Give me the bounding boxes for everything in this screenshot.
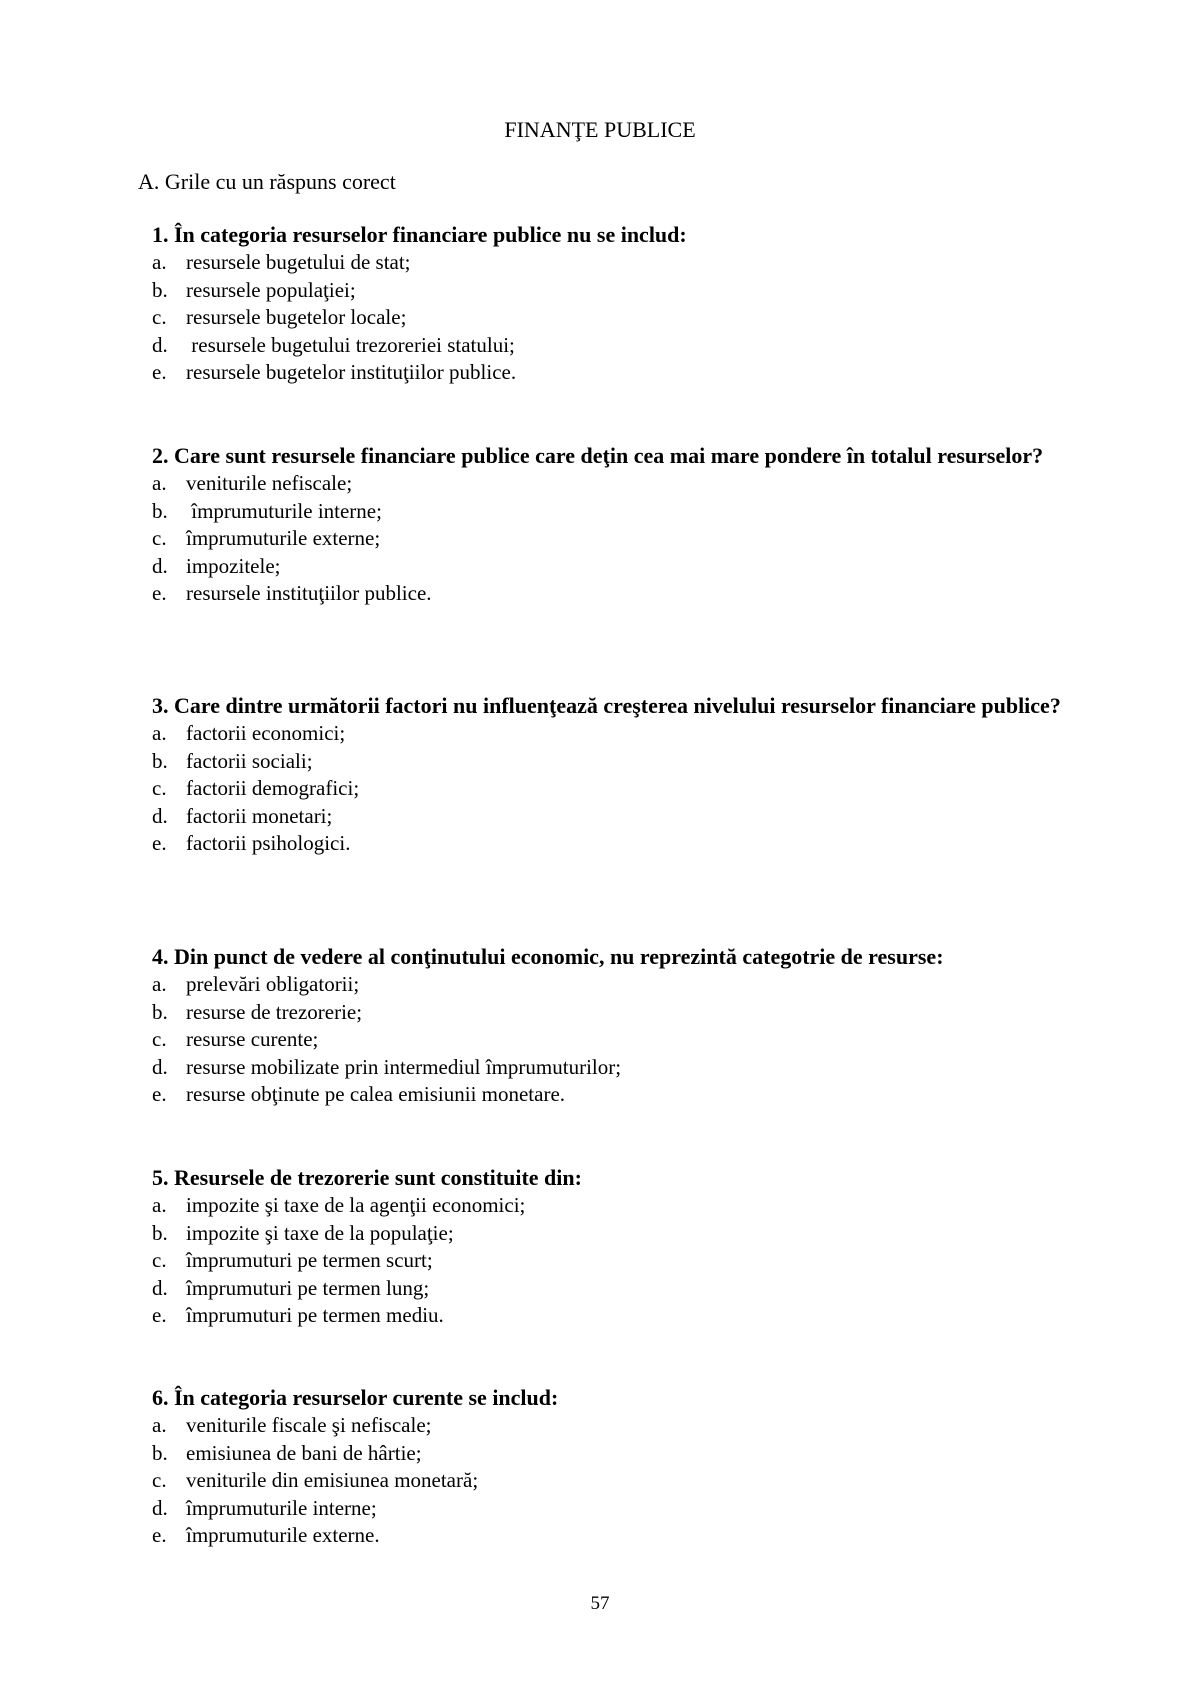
question-text: 6. În categoria resurselor curente se includ: (152, 1385, 559, 1410)
option-text: factorii demografici; (186, 776, 360, 800)
option-letter: e. (152, 1303, 167, 1327)
option-letter: c. (152, 1027, 167, 1051)
option-letter: b. (152, 999, 168, 1024)
question-text: 2. Care sunt resursele financiare publice care deţin cea mai mare pondere în totalul resurselor? (152, 443, 1044, 468)
option-text: resurse obţinute pe calea emisiunii monetare. (186, 1082, 566, 1106)
option-text: împrumuturile externe; (186, 526, 381, 550)
option-a (152, 1412, 1092, 1440)
option-a (152, 971, 1092, 999)
option-letter: d. (152, 1495, 168, 1520)
option-d (152, 803, 1092, 831)
option-text: împrumuturi pe termen mediu. (186, 1303, 444, 1327)
question-3 (152, 692, 1092, 858)
option-letter: a. (152, 1413, 167, 1437)
option-text: împrumuturile interne; (186, 498, 382, 523)
option-letter: d. (152, 553, 168, 578)
option-d (152, 332, 1092, 360)
option-letter: a. (152, 471, 167, 495)
question-6 (152, 1384, 1092, 1550)
option-letter: c. (152, 776, 167, 800)
option-c (152, 1247, 1092, 1275)
options-list (152, 470, 1092, 608)
options-list (152, 1412, 1092, 1550)
option-a (152, 249, 1092, 277)
question-text: 4. Din punct de vedere al conţinutului economic, nu reprezintă categotrie de resurse: (152, 944, 944, 969)
question-text: 3. Care dintre următorii factori nu influenţează creşterea nivelului resurselor financiare publice? (152, 693, 1061, 718)
option-text: impozite şi taxe de la populaţie; (186, 1220, 454, 1245)
question-text: 5. Resursele de trezorerie sunt constituite din: (152, 1165, 582, 1190)
question-2 (152, 442, 1092, 608)
option-letter: d. (152, 1275, 168, 1300)
option-text: veniturile din emisiunea monetară; (186, 1468, 479, 1492)
option-e (152, 1522, 1092, 1550)
option-b (152, 748, 1092, 776)
option-text: resursele bugetelor instituţiilor publice. (186, 360, 517, 384)
option-b (152, 498, 1092, 526)
page-title: FINANŢE PUBLICE (504, 117, 696, 142)
option-text: impozitele; (186, 553, 281, 578)
option-letter: e. (152, 1082, 167, 1106)
option-text: resurse de trezorerie; (186, 999, 363, 1024)
option-text: împrumuturile interne; (186, 1495, 377, 1520)
option-text: împrumuturile externe. (186, 1523, 380, 1547)
option-text: resurse curente; (186, 1027, 319, 1051)
option-b (152, 277, 1092, 305)
option-text: factorii monetari; (186, 803, 333, 828)
option-e (152, 580, 1092, 608)
option-text: emisiunea de bani de hârtie; (186, 1440, 422, 1465)
option-text: resursele bugetului de stat; (186, 250, 411, 274)
option-text: factorii economici; (186, 721, 346, 745)
option-letter: c. (152, 526, 167, 550)
options-list (152, 1192, 1092, 1330)
option-letter: b. (152, 748, 168, 773)
option-d (152, 553, 1092, 581)
option-letter: c. (152, 305, 167, 329)
question-4 (152, 943, 1092, 1109)
option-d (152, 1495, 1092, 1523)
option-letter: c. (152, 1248, 167, 1272)
options-list (152, 971, 1092, 1109)
option-b (152, 1440, 1092, 1468)
option-text: prelevări obligatorii; (186, 972, 360, 996)
option-text: resursele instituţiilor publice. (186, 581, 432, 605)
option-d (152, 1275, 1092, 1303)
option-e (152, 830, 1092, 858)
option-letter: e. (152, 1523, 167, 1547)
option-c (152, 1467, 1092, 1495)
option-letter: d. (152, 803, 168, 828)
page-number: 57 (590, 1593, 610, 1614)
option-a (152, 720, 1092, 748)
option-letter: d. (152, 332, 168, 357)
option-letter: d. (152, 1054, 168, 1079)
option-text: resursele bugetelor locale; (186, 305, 407, 329)
section-heading: A. Grile cu un răspuns corect (138, 169, 396, 194)
option-letter: b. (152, 1220, 168, 1245)
question-text: 1. În categoria resurselor financiare publice nu se includ: (152, 222, 687, 247)
option-text: factorii psihologici. (186, 831, 351, 855)
option-text: resurse mobilizate prin intermediul împrumuturilor; (186, 1054, 622, 1079)
option-c (152, 525, 1092, 553)
option-c (152, 304, 1092, 332)
option-c (152, 775, 1092, 803)
option-e (152, 359, 1092, 387)
option-text: împrumuturi pe termen lung; (186, 1275, 430, 1300)
option-text: împrumuturi pe termen scurt; (186, 1248, 433, 1272)
option-d (152, 1054, 1092, 1082)
option-b (152, 999, 1092, 1027)
option-letter: e. (152, 581, 167, 605)
option-e (152, 1081, 1092, 1109)
option-text: veniturile fiscale şi nefiscale; (186, 1413, 432, 1437)
option-c (152, 1026, 1092, 1054)
option-b (152, 1220, 1092, 1248)
option-text: impozite şi taxe de la agenţii economici; (186, 1193, 526, 1217)
option-a (152, 1192, 1092, 1220)
option-letter: a. (152, 972, 167, 996)
option-letter: b. (152, 277, 168, 302)
option-letter: e. (152, 831, 167, 855)
option-letter: a. (152, 721, 167, 745)
question-1 (152, 221, 1092, 387)
options-list (152, 720, 1092, 858)
option-letter: a. (152, 1193, 167, 1217)
option-a (152, 470, 1092, 498)
question-5 (152, 1164, 1092, 1330)
option-letter: c. (152, 1468, 167, 1492)
option-text: veniturile nefiscale; (186, 471, 353, 495)
option-letter: b. (152, 498, 168, 523)
option-letter: a. (152, 250, 167, 274)
option-letter: e. (152, 360, 167, 384)
option-e (152, 1302, 1092, 1330)
options-list (152, 249, 1092, 387)
option-text: resursele populaţiei; (186, 277, 356, 302)
option-letter: b. (152, 1440, 168, 1465)
option-text: resursele bugetului trezoreriei statului; (186, 332, 515, 357)
option-text: factorii sociali; (186, 748, 313, 773)
